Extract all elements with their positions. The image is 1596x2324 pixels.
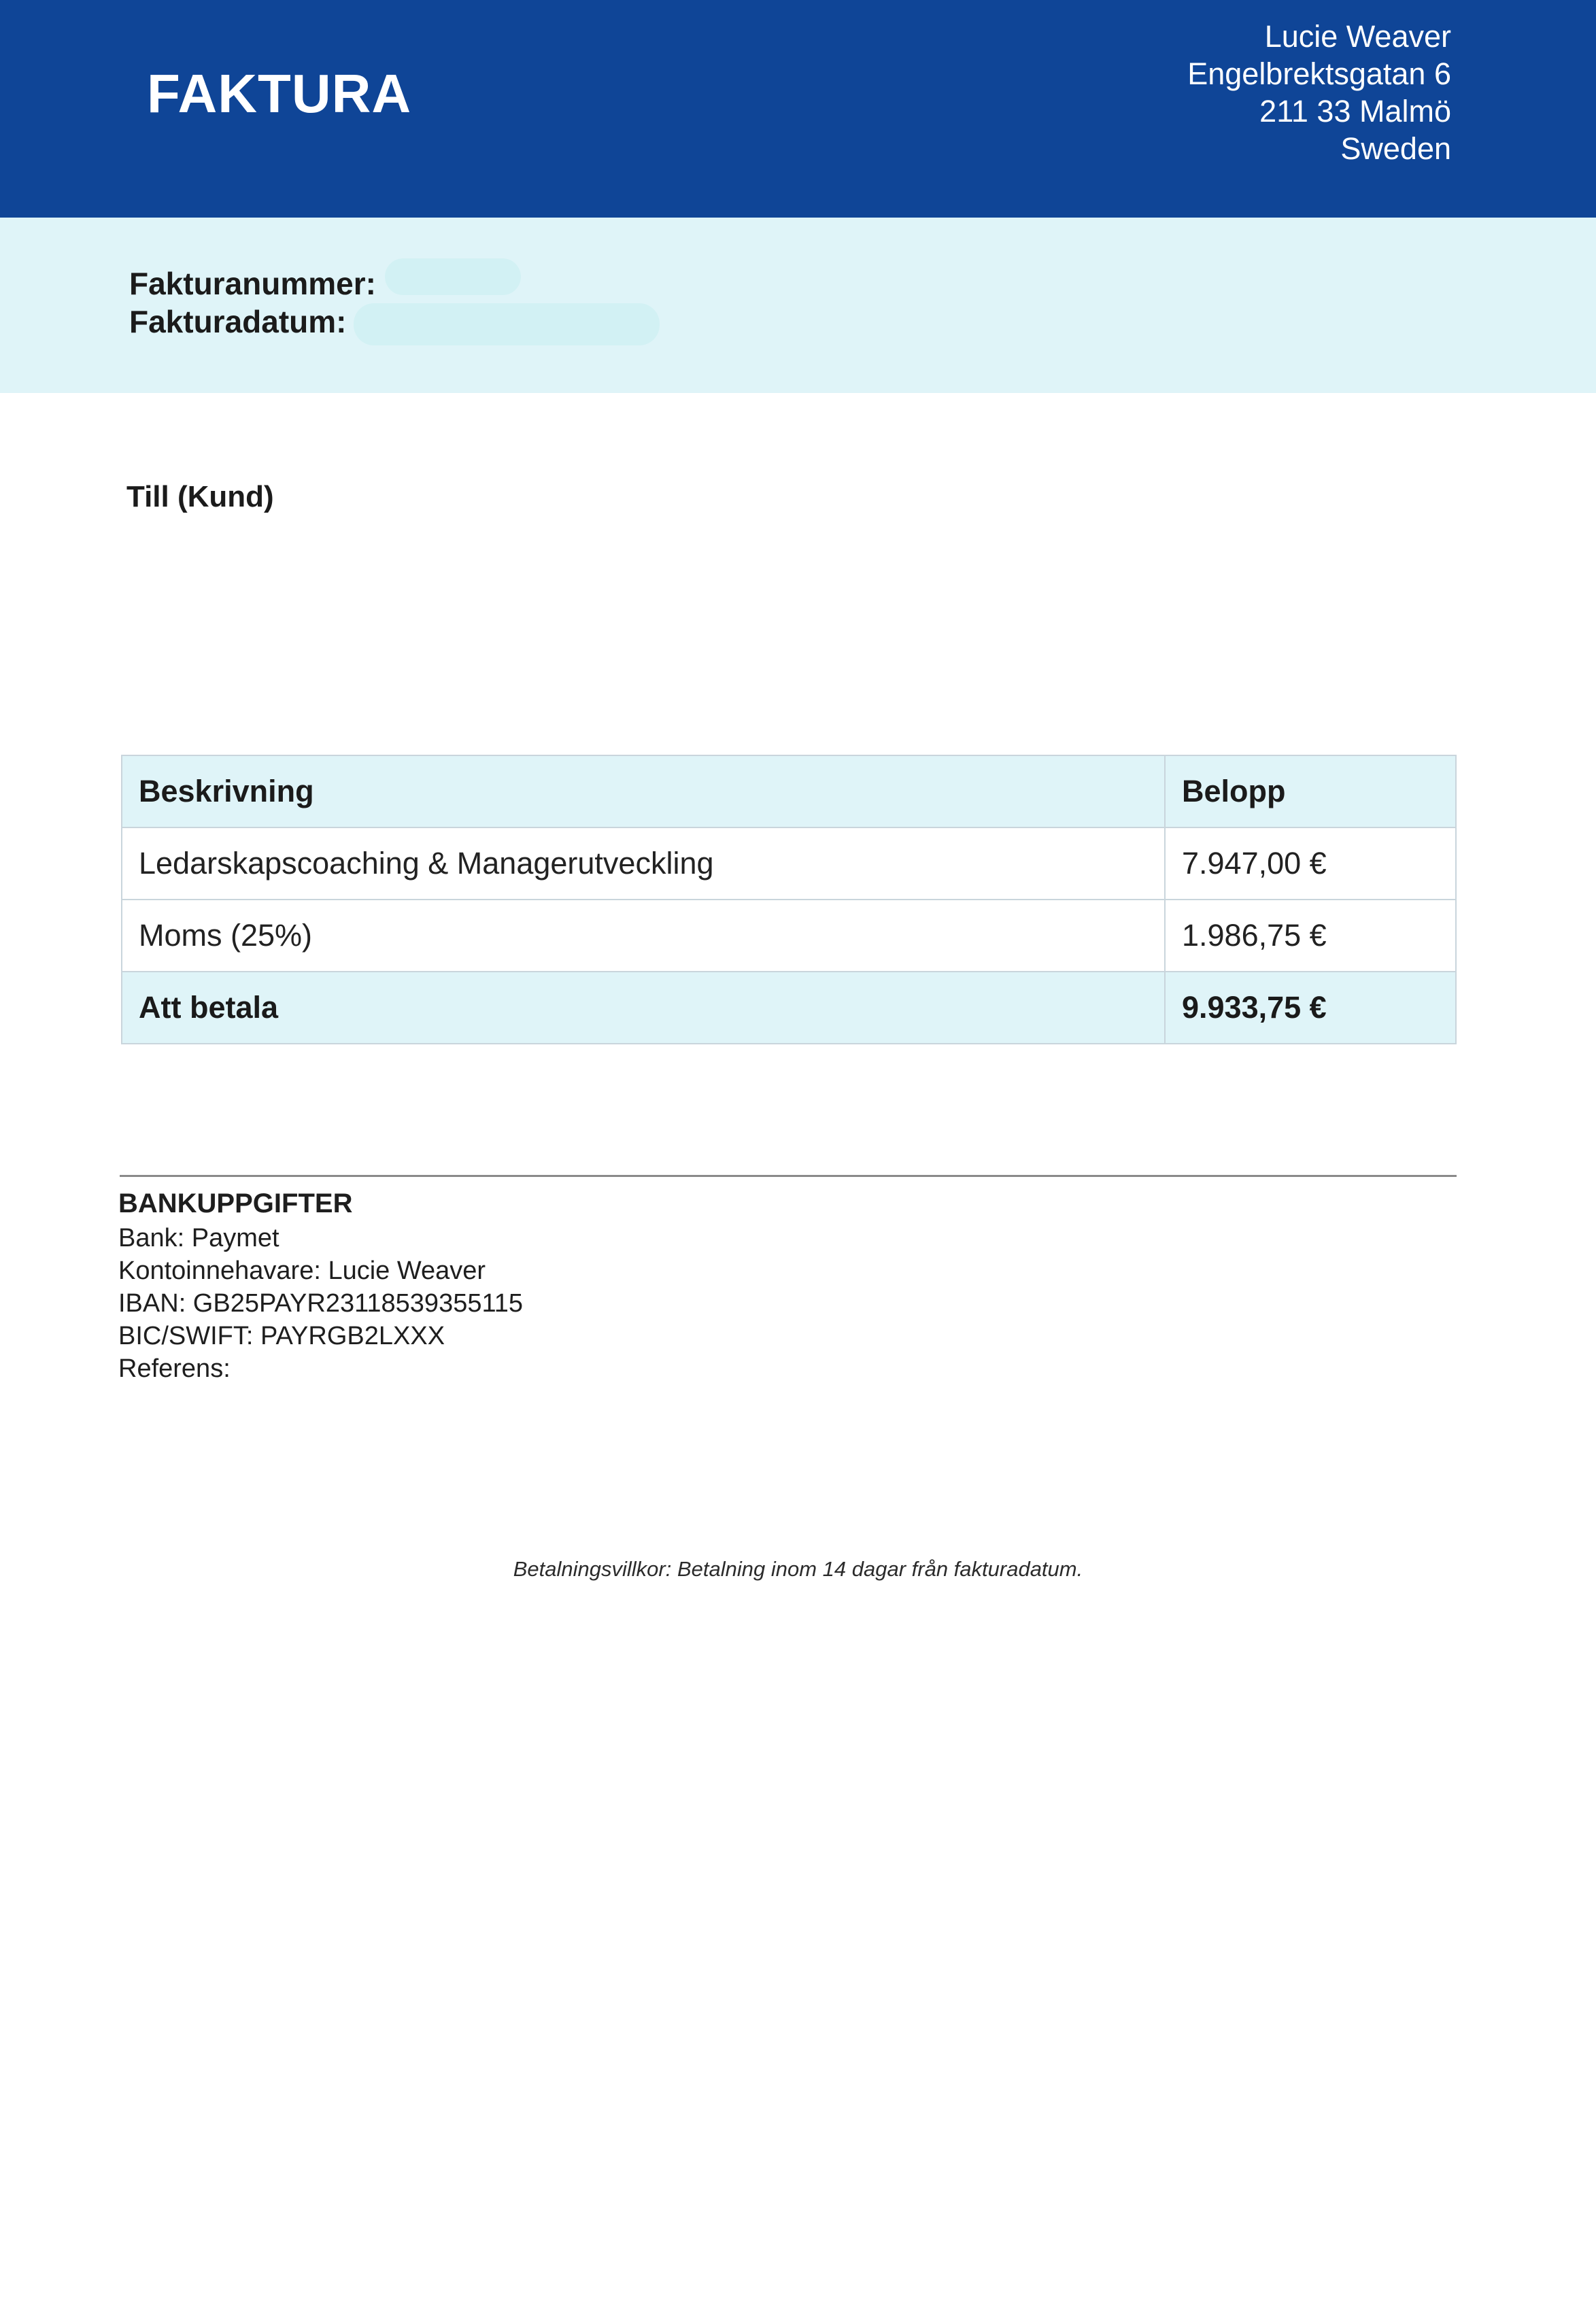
redacted-invoice-number <box>385 258 521 295</box>
total-label: Att betala <box>122 972 1165 1044</box>
section-divider <box>120 1175 1457 1177</box>
invoice-number-label: Fakturanummer: <box>129 266 376 301</box>
redacted-invoice-date <box>354 303 660 345</box>
iban: IBAN: GB25PAYR23118539355115 <box>118 1289 524 1318</box>
table-row <box>122 827 1456 900</box>
item-amount: 1.986,75 € <box>1165 900 1456 972</box>
table-header-row <box>122 755 1456 827</box>
description-header: Beskrivning <box>122 755 1165 827</box>
item-description: Moms (25%) <box>122 900 1165 972</box>
reference: Referens: <box>118 1354 231 1383</box>
bank-name: Bank: Paymet <box>118 1224 279 1252</box>
items-table <box>121 755 1457 1044</box>
sender-postal-city: 211 33 Malmö <box>1259 94 1451 129</box>
bank-title: BANKUPPGIFTER <box>118 1189 353 1218</box>
payment-terms: Betalningsvillkor: Betalning inom 14 dagar från fakturadatum. <box>513 1557 1083 1581</box>
invoice-date-label: Fakturadatum: <box>129 304 347 339</box>
item-description: Ledarskapscoaching & Managerutveckling <box>122 827 1165 900</box>
bank-details <box>118 1185 523 1385</box>
sender-name: Lucie Weaver <box>1264 19 1451 54</box>
sender-country: Sweden <box>1340 131 1451 166</box>
bic-swift: BIC/SWIFT: PAYRGB2LXXX <box>118 1322 445 1350</box>
item-amount: 7.947,00 € <box>1165 827 1456 900</box>
table-row <box>122 900 1456 972</box>
amount-header: Belopp <box>1165 755 1456 827</box>
sender-street: Engelbrektsgatan 6 <box>1187 56 1451 91</box>
customer-label: Till (Kund) <box>126 480 274 513</box>
sender-address <box>1187 18 1451 167</box>
total-amount: 9.933,75 € <box>1165 972 1456 1044</box>
account-holder: Kontoinnehavare: Lucie Weaver <box>118 1257 486 1285</box>
invoice-title: FAKTURA <box>147 63 412 124</box>
total-row <box>122 972 1456 1044</box>
